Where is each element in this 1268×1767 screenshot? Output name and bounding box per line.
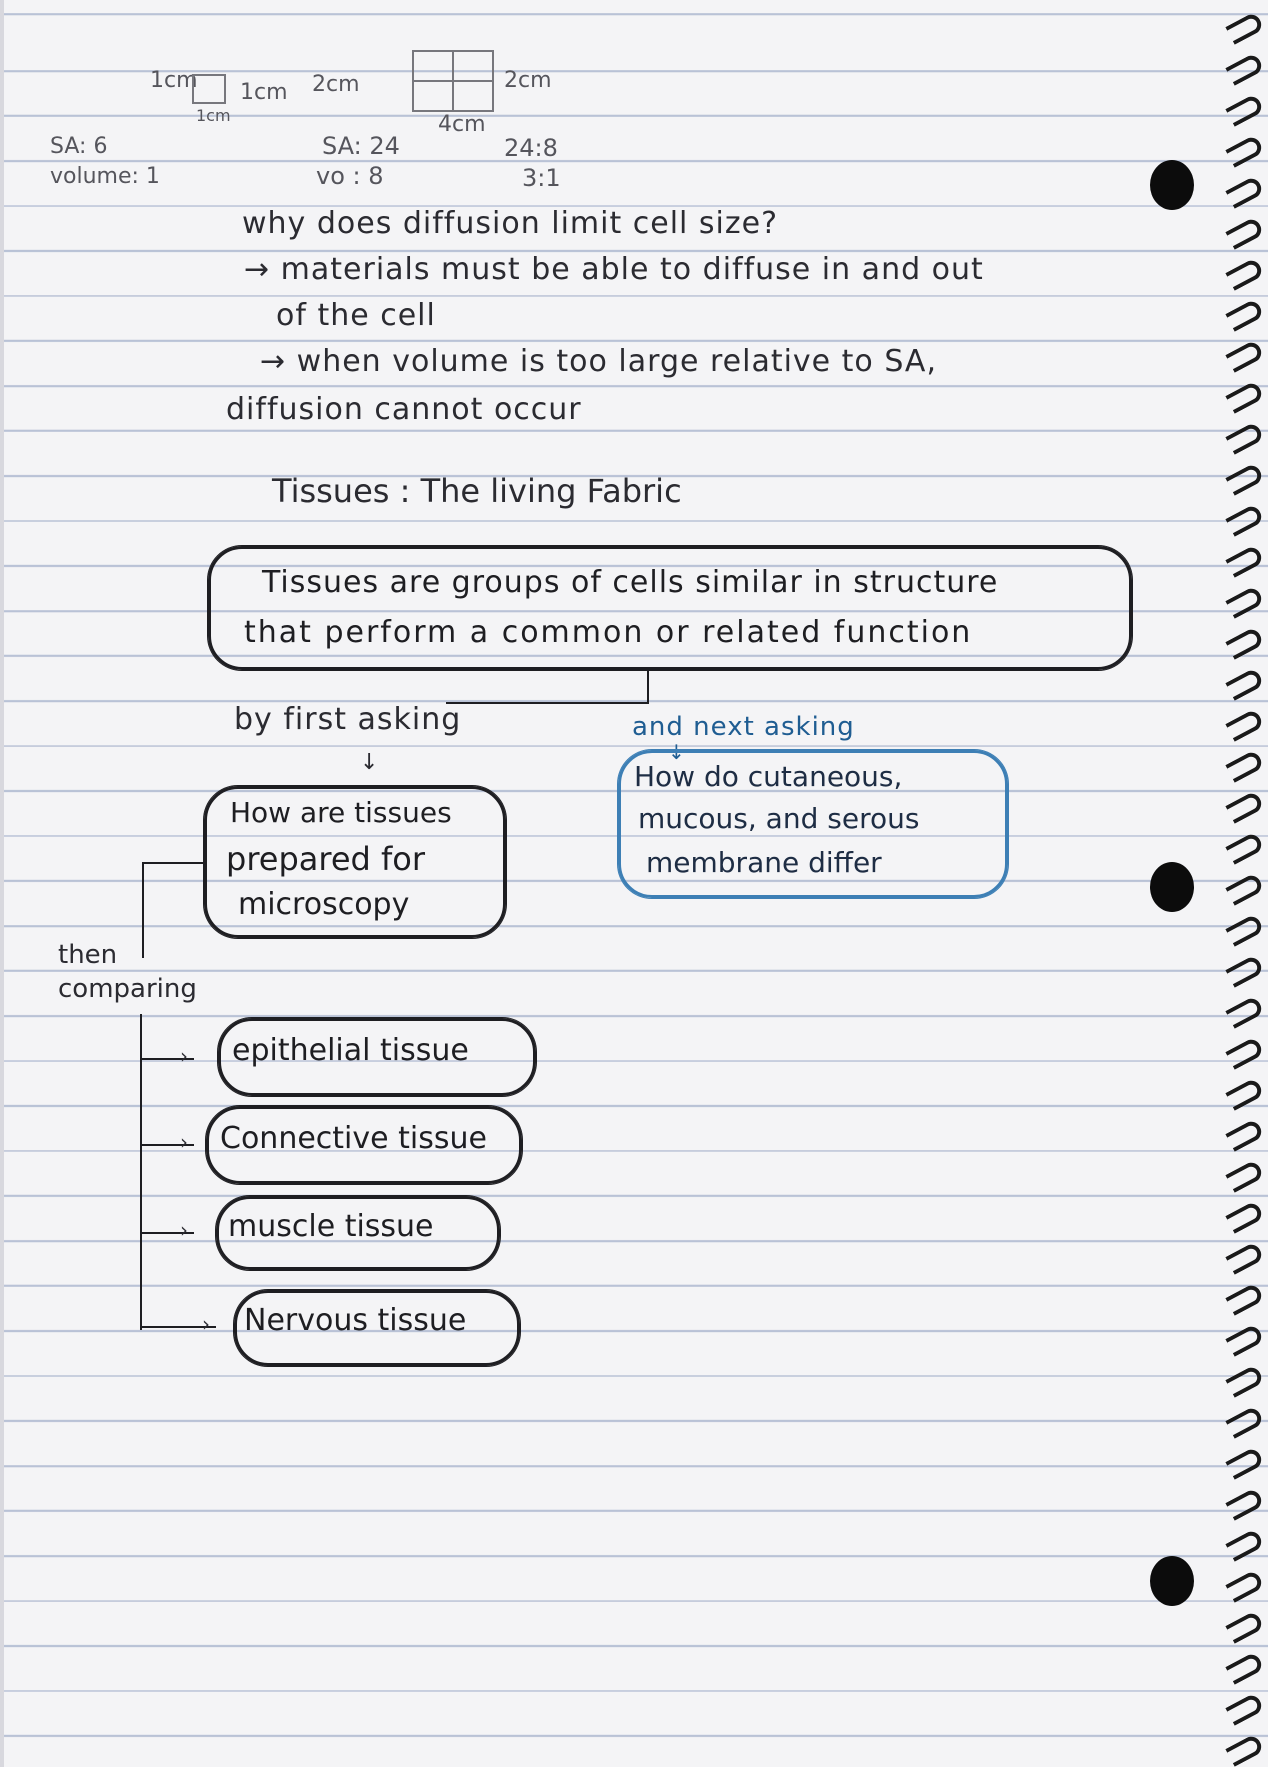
small-cube-sa: SA: 6 xyxy=(50,134,108,159)
spiral-ring xyxy=(1225,421,1264,455)
spiral-ring xyxy=(1225,339,1264,373)
question2-line2: mucous, and serous xyxy=(638,802,920,835)
spiral-ring xyxy=(1225,298,1264,332)
question1-line2: prepared for xyxy=(226,840,425,878)
spiral-ring xyxy=(1225,175,1264,209)
spiral-ring xyxy=(1225,11,1264,45)
spiral-ring xyxy=(1225,913,1264,947)
spiral-ring xyxy=(1225,1118,1264,1152)
spiral-ring xyxy=(1225,1528,1264,1562)
first-asking-label: by first asking xyxy=(234,702,462,737)
diffusion-point1-line1: → materials must be able to diffuse in and out xyxy=(244,252,984,287)
down-arrow-icon: ↓ xyxy=(360,750,379,775)
spiral-ring xyxy=(1225,216,1264,250)
small-cube-depth-label: 1cm xyxy=(240,80,288,105)
spiral-ring xyxy=(1225,1159,1264,1193)
tissue-1: epithelial tissue xyxy=(232,1033,469,1068)
spiral-ring xyxy=(1225,52,1264,86)
spiral-ring xyxy=(1225,831,1264,865)
big-block-depth-label: 2cm xyxy=(504,68,552,93)
bracket-vertical xyxy=(142,862,144,958)
big-block-volume: vo : 8 xyxy=(316,162,384,190)
spiral-ring xyxy=(1225,1323,1264,1357)
page-edge xyxy=(0,0,4,1767)
diffusion-point2-line1: → when volume is too large relative to SA, xyxy=(260,344,937,379)
spiral-ring xyxy=(1225,1036,1264,1070)
spiral-ring xyxy=(1225,872,1264,906)
section-heading: Tissues : The living Fabric xyxy=(272,472,682,510)
spiral-ring xyxy=(1225,1487,1264,1521)
small-cube-side-label: 1cm xyxy=(150,68,198,93)
big-block-width-label: 4cm xyxy=(438,112,486,137)
spiral-ring xyxy=(1225,1282,1264,1316)
spiral-ring xyxy=(1225,503,1264,537)
diffusion-point2-line2: diffusion cannot occur xyxy=(226,392,582,427)
small-cube-sketch xyxy=(192,74,226,104)
small-cube-volume: volume: 1 xyxy=(50,164,160,189)
arrow-right-icon: › xyxy=(180,1044,188,1068)
tissue-3: muscle tissue xyxy=(228,1209,434,1244)
spiral-ring xyxy=(1225,1241,1264,1275)
question2-line3: membrane differ xyxy=(646,846,882,879)
question1-line1: How are tissues xyxy=(230,796,452,829)
spiral-ring xyxy=(1225,626,1264,660)
definition-line2: that perform a common or related function xyxy=(244,615,973,650)
spiral-ring xyxy=(1225,1200,1264,1234)
binder-hole xyxy=(1150,862,1194,912)
bracket-top xyxy=(142,862,204,864)
spiral-ring xyxy=(1225,93,1264,127)
diffusion-point1-line2: of the cell xyxy=(276,298,436,333)
spiral-ring xyxy=(1225,1733,1264,1767)
tissue-2: Connective tissue xyxy=(220,1121,487,1156)
spiral-ring xyxy=(1225,995,1264,1029)
then-label: then xyxy=(58,940,118,970)
spiral-ring xyxy=(1225,380,1264,414)
down-arrow-icon-blue: ↓ xyxy=(668,740,685,764)
spiral-ring xyxy=(1225,954,1264,988)
comparing-label: comparing xyxy=(58,974,197,1004)
big-block-sa: SA: 24 xyxy=(322,132,400,160)
connector-horizontal xyxy=(446,702,648,704)
next-asking-label: and next asking xyxy=(632,712,855,742)
big-block-sketch xyxy=(412,50,494,112)
question1-line3: microscopy xyxy=(238,887,410,922)
arrow-right-icon: › xyxy=(202,1312,210,1336)
spiral-ring xyxy=(1225,1610,1264,1644)
spiral-ring xyxy=(1225,749,1264,783)
spiral-ring xyxy=(1225,790,1264,824)
binder-hole xyxy=(1150,160,1194,210)
spiral-ring xyxy=(1225,1077,1264,1111)
diffusion-question: why does diffusion limit cell size? xyxy=(242,206,779,241)
tissue-4: Nervous tissue xyxy=(244,1303,467,1338)
question2-line1: How do cutaneous, xyxy=(634,760,903,793)
spiral-ring xyxy=(1225,667,1264,701)
binder-hole xyxy=(1150,1556,1194,1606)
tree-trunk xyxy=(140,1014,142,1330)
ratio-raw: 24:8 xyxy=(504,134,558,162)
spiral-ring xyxy=(1225,1692,1264,1726)
spiral-ring xyxy=(1225,462,1264,496)
connector-vertical xyxy=(647,668,649,704)
spiral-ring xyxy=(1225,1569,1264,1603)
spiral-ring xyxy=(1225,585,1264,619)
definition-line1: Tissues are groups of cells similar in structure xyxy=(262,565,999,600)
arrow-right-icon: › xyxy=(180,1130,188,1154)
small-cube-width-label: 1cm xyxy=(196,106,231,125)
spiral-ring xyxy=(1225,1364,1264,1398)
big-block-height-label: 2cm xyxy=(312,72,360,97)
spiral-ring xyxy=(1225,708,1264,742)
spiral-ring xyxy=(1225,1446,1264,1480)
ratio-reduced: 3:1 xyxy=(522,164,561,192)
spiral-ring xyxy=(1225,257,1264,291)
arrow-right-icon: › xyxy=(180,1218,188,1242)
spiral-ring xyxy=(1225,134,1264,168)
spiral-ring xyxy=(1225,1405,1264,1439)
spiral-ring xyxy=(1225,1651,1264,1685)
spiral-ring xyxy=(1225,544,1264,578)
